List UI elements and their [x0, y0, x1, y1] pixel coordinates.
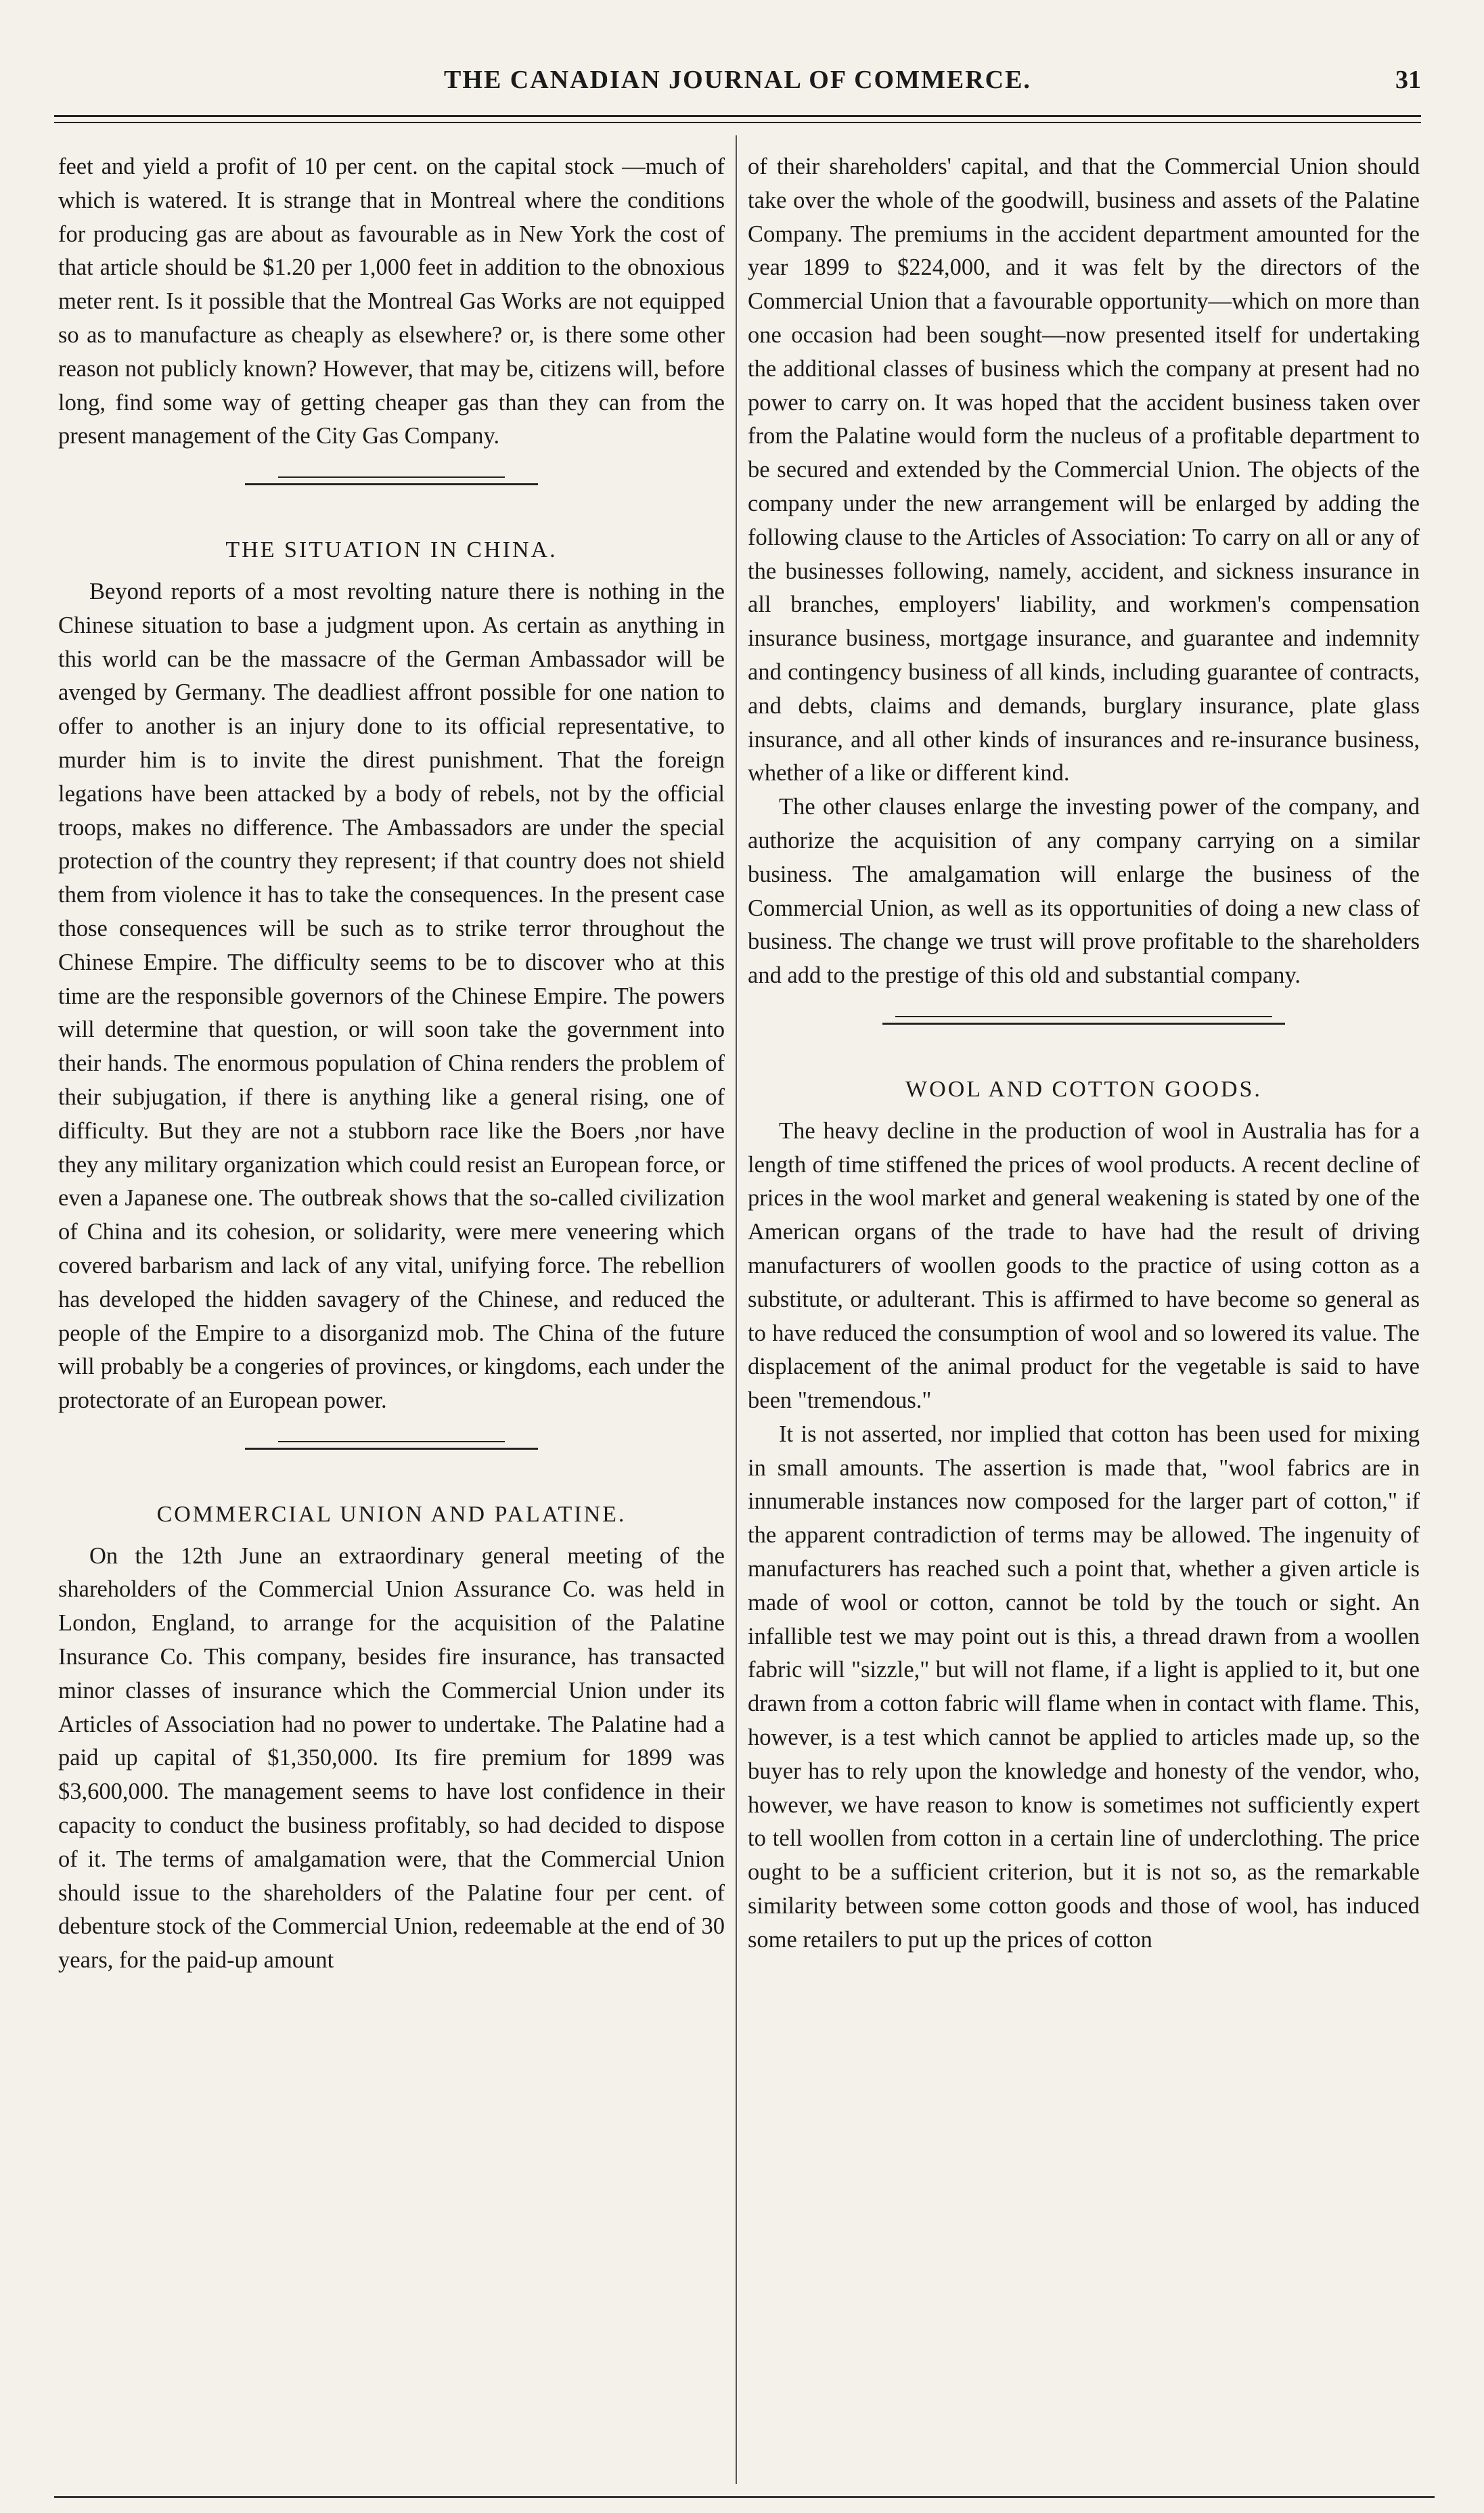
union-article-continuation: of their shareholders' capital, and that the Commercial Union should take over the whole of the goodwill, business and assets of the Palatine Company. The premiums in the accident department amounted for the year 1899 to $224,000, and it was felt by the directors of the Commercial Union that a favourable opportunity—which on more than one occasion had been sought—now presented itself for undertaking the additional classes of business which the company at present had no power to carry on. It was hoped that the accident business taken over from the Palatine would form the nucleus of a profitable department to be secured and extended by the Commercial Union. The objects of the company under the new arrangement will be enlarged by adding the following clause to the Articles of Association: To carry on all or any of the businesses following, namely, accident, and sickness insurance in all branches, employers' liability, and workmen's compensation insurance business, mortgage insurance, and guarantee and indemnity and contingency business of all kinds, including guarantee of contracts, and debts, claims and demands, burglary insurance, plate glass insurance, and all other kinds of insurances and re-insurance business, whether of a like or different kind. — [748, 154, 1420, 786]
page-number: 31 — [1395, 66, 1421, 94]
section-separator — [58, 1418, 725, 1486]
union-article-paragraph-2: The other clauses enlarge the investing power of the company, and authorize the acquisition of any company carrying on a similar business. The amalgamation will enlarge the business of the Commercial Union, as well as its opportunities of doing a new class of business. The change we trust will prove profitable to the shareholders and add to the prestige of this old and substantial company. — [748, 794, 1420, 989]
wool-article-paragraph-1: The heavy decline in the production of wool in Australia has for a length of time stiffened the prices of wool products. A recent decline of prices in the wool market and general weakening is stated by one of the American organs of the trade to have had the result of driving manufacturers of woollen goods to the practice of using cotton as a substitute, or adulterant. This is affirmed to have become so general as to have reduced the consumption of wool and so lowered its value. The displacement of the animal product for the vegetable is said to have been "tremendous." — [748, 1117, 1420, 1414]
journal-title: THE CANADIAN JOURNAL OF COMMERCE. — [444, 66, 1031, 94]
union-article-text: On the 12th June an extraordinary general meeting of the shareholders of the Commercial Union Assurance Co. was held in London, England, to arrange for the acquisition of the Palatine Insurance Co. This company, besides fire insurance, has transacted minor classes of insurance which the Commercial Union under its Articles of Association had no power to undertake. The Palatine had a paid up capital of $1,350,000. Its fire premium for 1899 was $3,600,000. The management seems to have lost confidence in their capacity to conduct the business profitably, so had decided to dispose of it. The terms of amalgamation were, that the Commercial Union should issue to the shareholders of the Palatine four per cent. of debenture stock of the Commercial Union, redeemable at the end of 30 years, for the paid-up amount — [58, 1542, 725, 1974]
gas-article-continuation: feet and yield a profit of 10 per cent. on the capital stock —much of which is watered. It is strange that in Montreal where the conditions for producing gas are about as favourable as in New York the cost of that article should be $1.20 per 1,000 feet in addition to the obnoxious meter rent. Is it possible that the Montreal Gas Works are not equipped so as to manufacture as cheaply as elsewhere? or, is there some other reason not publicly known? However, that may be, citizens will, before long, find some way of getting cheaper gas than they can from the present management of the City Gas Company. — [58, 154, 725, 449]
header-rule-thick — [54, 115, 1421, 117]
section-separator — [58, 453, 725, 521]
wool-article-heading: WOOL AND COTTON GOODS. — [905, 1076, 1262, 1102]
page-header — [54, 65, 1421, 112]
column-divider — [736, 135, 737, 2484]
header-rule-thin — [54, 122, 1421, 123]
right-column — [748, 150, 1420, 2478]
china-article-text: Beyond reports of a most revolting nature there is nothing in the Chinese situation to base a judgment upon. As certain as anything in this world can be the massacre of the German Ambassador will be avenged by Germany. The deadliest affront possible for one nation to offer to another is an injury done to its official representative, to murder him is to invite the direst punishment. That the foreign legations have been attacked by a body of rebels, not by the official troops, makes no difference. The Ambassadors are under the special protection of the country they represent; if that country does not shield them from violence it has to take the consequences. In the present case those consequences will be such as to strike terror throughout the Chinese Empire. The difficulty seems to be to discover who at this time are the responsible governors of the Chinese Empire. The powers will determine that question, or will soon take the government into their hands. The enormous population of China renders the problem of their subjugation, if there is anything like a general rising, one of difficulty. But they are not a stubborn race like the Boers ,nor have they any military organization which could resist an European force, or even a Japanese one. The outbreak shows that the so-called civilization of China and its cohesion, or solidarity, were mere veneering which covered barbarism and lack of any vital, unifying force. The rebellion has developed the hidden savagery of the Chinese, and reduced the people of the Empire to a disorganizd mob. The China of the future will probably be a congeries of provinces, or kingdoms, each under the protectorate of an European power. — [58, 578, 725, 1414]
footer-rule — [54, 2496, 1435, 2498]
section-separator — [748, 993, 1420, 1061]
china-article-heading: THE SITUATION IN CHINA. — [225, 537, 558, 563]
left-column — [58, 150, 725, 2478]
union-article-heading: COMMERCIAL UNION AND PALATINE. — [156, 1501, 627, 1527]
wool-article-paragraph-2: It is not asserted, nor implied that cotton has been used for mixing in small amounts. The assertion is made that, "wool fabrics are in innumerable instances now composed for the larger part of cotton," if the apparent contradiction of terms may be allowed. The ingenuity of manufacturers has reached such a point that, whether a given article is made of wool or cotton, cannot be told by the touch or sight. An infallible test we may point out is this, a thread drawn from a woollen fabric will "sizzle," but will not flame, if a light is applied to it, but one drawn from a cotton fabric will flame when in contact with flame. This, however, is a test which cannot be applied to articles made up, so the buyer has to rely upon the knowledge and honesty of the vendor, who, however, we have reason to know is sometimes not sufficiently expert to tell woollen from cotton in a certain line of underclothing. The price ought to be a sufficient criterion, but it is not so, as the remarkable similarity between some cotton goods and those of wool, has induced some retailers to put up the prices of cotton — [748, 1421, 1420, 1953]
